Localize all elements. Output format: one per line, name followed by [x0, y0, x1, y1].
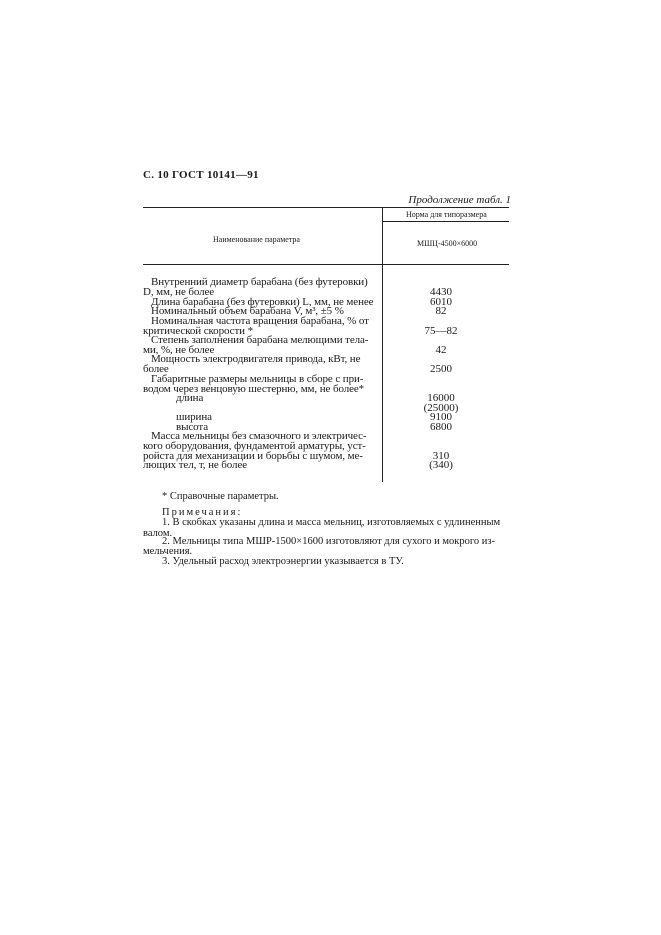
param-value: 4430: [430, 286, 452, 298]
param-line: Степень заполнения барабана мелющими тела-: [151, 334, 369, 346]
note-line: мельчения.: [143, 546, 193, 557]
column-header-norm: Норма для типоразмера: [406, 210, 487, 219]
param-line: ширина: [176, 411, 212, 423]
param-line: высота: [176, 421, 209, 433]
param-line: длина: [176, 392, 204, 404]
param-line: Мощность электродвигателя привода, кВт, не: [151, 353, 361, 365]
param-line: водом через венцовую шестерню, мм, не более*: [143, 383, 365, 395]
note-line: 3. Удельный расход электроэнергии указывается в ТУ.: [162, 556, 404, 567]
param-line: лющих тел, т, не более: [143, 459, 247, 471]
param-value: (340): [429, 459, 453, 471]
table-caption: Продолжение табл. 1: [408, 194, 511, 206]
notes-title: Примечания:: [162, 507, 243, 518]
param-value: 310: [432, 450, 450, 462]
param-line: Габаритные размеры мельницы в сборе с при-: [151, 373, 364, 385]
param-line: кого оборудования, фундаментой арматуры, уст-: [143, 440, 366, 452]
param-line: критической скорости *: [143, 325, 253, 337]
page-header: С. 10 ГОСТ 10141—91: [143, 169, 259, 181]
param-value: 82: [435, 305, 447, 317]
param-line: Номинальная частота вращения барабана, % от: [151, 315, 369, 327]
table-top-rule: [143, 207, 509, 208]
param-line: Длина барабана (без футеровки) L, мм, не менее: [151, 296, 374, 308]
column-header-parameter: Наименование параметра: [213, 235, 300, 244]
param-value: (25000): [423, 402, 459, 414]
footnote: * Справочные параметры.: [162, 491, 279, 502]
param-line: Внутренний диаметр барабана (без футеровки): [151, 276, 368, 288]
param-line: Номинальный объем барабана V, м³, ±5 %: [151, 305, 344, 317]
param-line: ми, %, не более: [143, 344, 215, 356]
param-value: 6010: [430, 296, 452, 308]
param-value: 2500: [430, 363, 452, 375]
param-line: D, мм, не более: [143, 286, 215, 298]
column-divider: [382, 207, 383, 482]
table-header-rule: [143, 264, 509, 265]
param-value: 6800: [430, 421, 452, 433]
param-line: более: [143, 363, 169, 375]
param-line: Масса мельницы без смазочного и электричес-: [151, 430, 367, 442]
note-line: валом.: [143, 528, 173, 539]
note-line: 2. Мельницы типа МШР-1500×1600 изготовляют для сухого и мокрого из-: [162, 536, 496, 547]
param-value: 75—82: [424, 325, 458, 337]
param-value: 9100: [430, 411, 452, 423]
note-line: 1. В скобках указаны длина и масса мельниц, изготовляемых с удлиненным: [162, 517, 501, 528]
subheader-rule: [383, 221, 509, 222]
param-value: 16000: [427, 392, 455, 404]
param-line: ройста для механизации и борьбы с шумом, ме-: [143, 450, 363, 462]
column-header-model: МШЦ-4500×6000: [417, 239, 478, 248]
param-value: 42: [435, 344, 447, 356]
